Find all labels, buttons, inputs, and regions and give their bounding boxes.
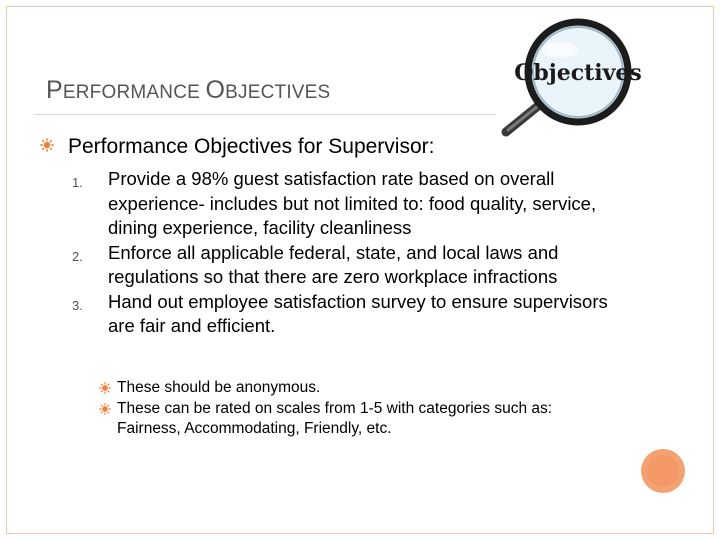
- sub-list-item: [99, 378, 619, 399]
- heading-text: Performance Objectives for Supervisor:: [68, 135, 435, 158]
- list-item: [72, 241, 632, 290]
- list-item-number: 2.: [72, 248, 83, 264]
- title-cap-o: O: [205, 76, 226, 104]
- title-word-objectives: BJECTIVES: [225, 82, 331, 103]
- sub-list-item-text: These can be rated on scales from 1-5 with categories such as: Fairness, Accommodating, Friendly, etc.: [117, 399, 553, 437]
- sub-list-item-text: These should be anonymous.: [117, 379, 321, 396]
- decorative-circle: [641, 449, 685, 493]
- list-item-text: Hand out employee satisfaction survey to ensure supervisors are fair and efficient.: [108, 290, 608, 336]
- magnifying-glass-icon: [478, 14, 648, 144]
- slide-title: [46, 76, 330, 105]
- numbered-list: [72, 167, 632, 339]
- title-word-performance: ERFORMANCE: [62, 82, 206, 103]
- list-item: [72, 167, 632, 241]
- list-item-number: 3.: [72, 297, 83, 313]
- logo-text: Objectives: [514, 60, 642, 86]
- title-cap-p: P: [46, 76, 63, 104]
- title-divider: [34, 114, 496, 115]
- list-item-text: Provide a 98% guest satisfaction rate based on overall experience- includes but not limited to: food quality, service, dining experience, facility cleanliness: [108, 168, 597, 238]
- heading-bullet: [40, 135, 434, 159]
- list-item-number: 1.: [72, 175, 83, 190]
- sun-bullet-icon: [99, 382, 111, 394]
- sub-bullet-list: [99, 378, 619, 440]
- list-item-text: Enforce all applicable federal, state, and local laws and regulations so that there are zero workplace infractions: [108, 241, 559, 287]
- list-item: [72, 290, 632, 339]
- sun-bullet-icon: [99, 403, 111, 415]
- sun-bullet-icon: [40, 138, 54, 152]
- sub-list-item: [99, 399, 619, 440]
